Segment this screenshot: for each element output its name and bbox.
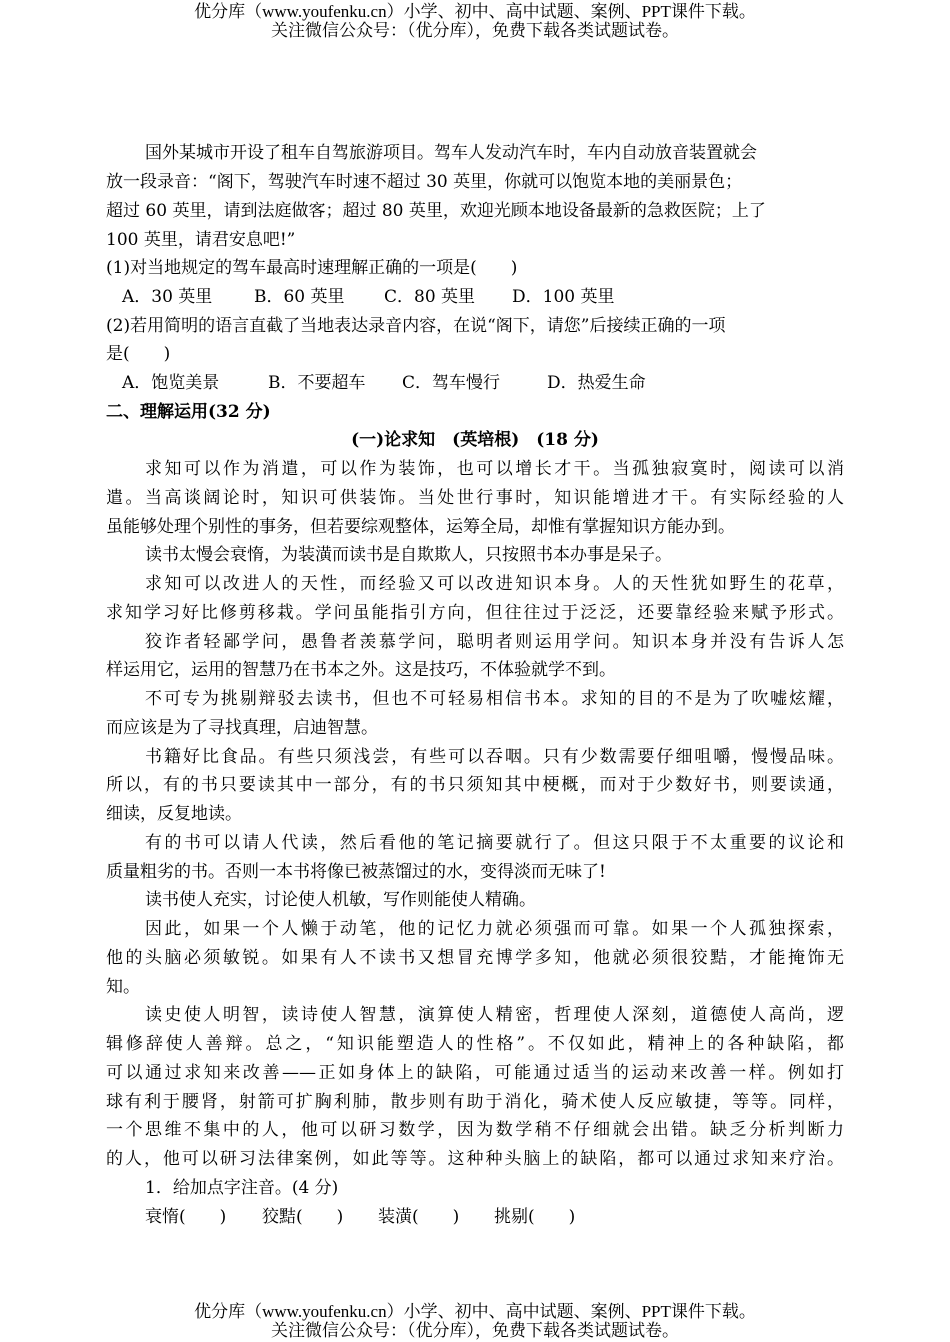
q1-option-a: A．30 英里	[122, 287, 213, 307]
essay-line-6: 求知学习好比修剪移栽。学问虽能指引方向，但往往过于泛泛，还要靠经验来赋予形式。	[106, 603, 844, 623]
essay-line-24: 一个思维不集中的人，他可以研习数学，因为数学稍不仔细就会出错。缺乏分析判断力	[106, 1120, 844, 1140]
question-2-stem-line2: 是( )	[106, 344, 171, 364]
q2-option-c: C．驾车慢行	[402, 373, 501, 393]
question-1-items	[145, 1205, 575, 1229]
subsection-title: (一)论求知 (英培根) (18 分)	[351, 430, 599, 450]
pinyin-item-4: 挑剔( )	[494, 1207, 576, 1227]
question-1-stem: (1)对当地规定的驾车最高时速理解正确的一项是( )	[106, 258, 518, 278]
essay-line-14: 有的书可以请人代读，然后看他的笔记摘要就行了。但这只限于不太重要的议论和	[145, 833, 844, 853]
essay-line-7: 狡诈者轻鄙学问，愚鲁者羡慕学问，聪明者则运用学问。知识本身并没有告诉人怎	[145, 632, 844, 652]
essay-line-21: 辑修辞使人善辩。总之，“知识能塑造人的性格”。不仅如此，精神上的各种缺陷，都	[106, 1034, 844, 1054]
essay-line-22: 可以通过求知来改善——正如身体上的缺陷，可能通过适当的运动来改善一样。例如打	[106, 1063, 844, 1083]
essay-line-17: 因此，如果一个人懒于动笔，他的记忆力就必须强而可靠。如果一个人孤独探索，	[145, 919, 844, 939]
essay-line-20: 读史使人明智，读诗使人智慧，演算使人精密，哲理使人深刻，道德使人高尚，逻	[145, 1005, 844, 1025]
q1-option-b: B．60 英里	[254, 287, 345, 307]
page-footer-line2: 关注微信公众号：（优分库），免费下载各类试题试卷。	[271, 1321, 679, 1340]
essay-line-8: 样运用它，运用的智慧乃在书本之外。这是技巧，不体验就学不到。	[106, 660, 616, 680]
page-header-line1: 优分库（www.youfenku.cn）小学、初中、高中试题、案例、PPT课件下载。	[194, 2, 756, 21]
q2-option-a: A．饱览美景	[122, 373, 220, 393]
essay-line-2: 遣。当高谈阔论时，知识可供装饰。当处世行事时，知识能增进才干。有实际经验的人	[106, 488, 844, 508]
essay-line-15: 质量粗劣的书。否则一本书将像已被蒸馏过的水，变得淡而无味了!	[106, 862, 606, 882]
essay-line-16: 读书使人充实，讨论使人机敏，写作则能使人精确。	[145, 890, 536, 910]
pinyin-item-2: 狡黠( )	[262, 1207, 344, 1227]
q2-option-b: B．不要超车	[268, 373, 366, 393]
question-1-options	[122, 285, 614, 309]
essay-line-11: 书籍好比食品。有些只须浅尝，有些可以吞咽。只有少数需要仔细咀嚼，慢慢品味。	[145, 747, 844, 767]
pinyin-item-1: 衰惰( )	[145, 1207, 227, 1227]
essay-line-19: 知。	[106, 977, 140, 997]
q1-option-c: C．80 英里	[384, 287, 476, 307]
question-2-options	[122, 371, 646, 395]
intro-line-3: 超过 60 英里，请到法庭做客；超过 80 英里，欢迎光顾本地设备最新的急救医院；上了	[106, 201, 766, 221]
pinyin-item-3: 装潢( )	[378, 1207, 460, 1227]
intro-line-4: 100 英里，请君安息吧!”	[106, 230, 296, 250]
question-1-title: 1．给加点字注音。(4 分)	[145, 1178, 339, 1198]
q1-option-d: D．100 英里	[512, 287, 615, 307]
q2-option-d: D．热爱生命	[547, 373, 646, 393]
intro-line-1: 国外某城市开设了租车自驾旅游项目。驾车人发动汽车时，车内自动放音装置就会	[145, 143, 757, 163]
essay-line-4: 读书太慢会衰惰，为装潢而读书是自欺欺人，只按照书本办事是呆子。	[145, 545, 672, 565]
page-header-line2: 关注微信公众号：（优分库），免费下载各类试题试卷。	[271, 21, 679, 40]
essay-line-5: 求知可以改进人的天性，而经验又可以改进知识本身。人的天性犹如野生的花草，	[145, 574, 844, 594]
section-title: 二、理解运用(32 分)	[106, 402, 271, 422]
essay-line-3: 虽能够处理个别性的事务，但若要综观整体，运筹全局，却惟有掌握知识方能办到。	[106, 517, 735, 537]
essay-line-10: 而应该是为了寻找真理，启迪智慧。	[106, 718, 378, 738]
essay-line-9: 不可专为挑剔辩驳去读书，但也不可轻易相信书本。求知的目的不是为了吹嘘炫耀，	[145, 689, 844, 709]
essay-line-13: 细读，反复地读。	[106, 804, 242, 824]
essay-line-18: 他的头脑必须敏锐。如果有人不读书又想冒充博学多知，他就必须很狡黠，才能掩饰无	[106, 948, 844, 968]
essay-line-23: 球有利于腰肾，射箭可扩胸利肺，散步则有助于消化，骑术使人反应敏捷，等等。同样，	[106, 1092, 844, 1112]
essay-line-25: 的人，他可以研习法律案例，如此等等。这种种头脑上的缺陷，都可以通过求知来疗治。	[106, 1149, 844, 1169]
essay-line-12: 所以，有的书只要读其中一部分，有的书只须知其中梗概，而对于少数好书，则要读通，	[106, 775, 844, 795]
essay-line-1: 求知可以作为消遣，可以作为装饰，也可以增长才干。当孤独寂寞时，阅读可以消	[145, 459, 844, 479]
page-footer-line1: 优分库（www.youfenku.cn）小学、初中、高中试题、案例、PPT课件下载。	[194, 1302, 756, 1321]
question-2-stem-line1: (2)若用简明的语言直截了当地表达录音内容，在说“阁下，请您”后接续正确的一项	[106, 316, 726, 336]
intro-line-2: 放一段录音：“阁下，驾驶汽车时速不超过 30 英里，你就可以饱览本地的美丽景色；	[106, 172, 743, 192]
